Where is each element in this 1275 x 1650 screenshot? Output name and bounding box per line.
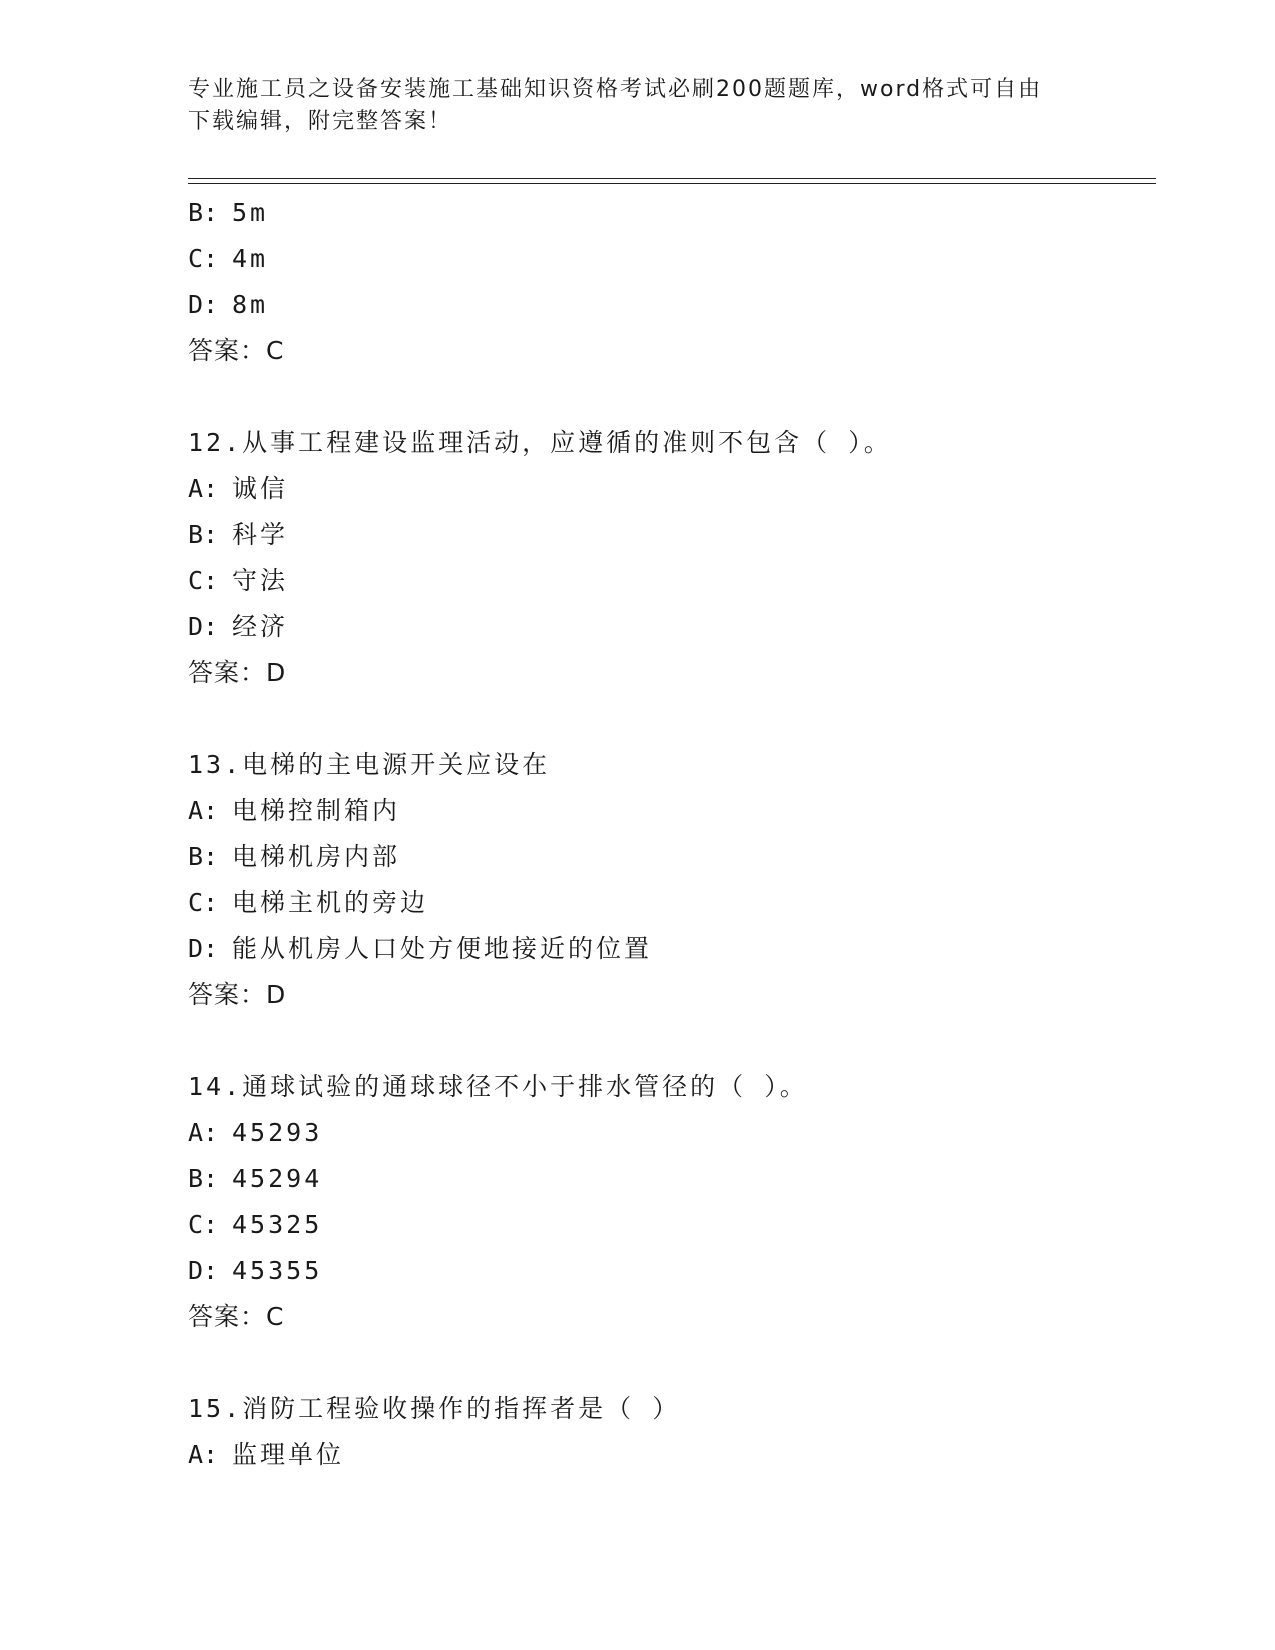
option-c <box>188 558 1148 604</box>
option-letter: D: <box>188 612 219 641</box>
option-letter: C: <box>188 244 219 273</box>
option-text: 45325 <box>232 1210 323 1239</box>
answer-line: 答案：C <box>188 336 285 365</box>
option-letter: A: <box>188 1440 219 1469</box>
spacer <box>188 374 1148 420</box>
answer-line: 答案：D <box>188 658 287 687</box>
question-list <box>188 190 1148 1478</box>
option-a <box>188 1432 1148 1478</box>
question-13 <box>188 742 1148 1018</box>
option-text: 科学 <box>232 520 289 549</box>
option-text: 45355 <box>232 1256 323 1285</box>
option-letter: C: <box>188 888 219 917</box>
question-15 <box>188 1386 1148 1478</box>
option-letter: A: <box>188 474 219 503</box>
option-b <box>188 190 1148 236</box>
option-text: 电梯主机的旁边 <box>232 888 429 917</box>
option-letter: D: <box>188 934 219 963</box>
spacer <box>188 1018 1148 1064</box>
option-text: 4m <box>232 244 269 273</box>
option-letter: A: <box>188 796 219 825</box>
option-text: 5m <box>232 198 269 227</box>
option-letter: A: <box>188 1118 219 1147</box>
question-14 <box>188 1064 1148 1340</box>
question-stem: 12.从事工程建设监理活动，应遵循的准则不包含（ ）。 <box>188 428 892 457</box>
question-stem: 15.消防工程验收操作的指挥者是（ ） <box>188 1394 681 1423</box>
option-text: 诚信 <box>232 474 289 503</box>
document-header <box>188 74 1088 138</box>
question-11-continued <box>188 190 1148 374</box>
option-text: 45293 <box>232 1118 323 1147</box>
option-text: 8m <box>232 290 269 319</box>
option-letter: B: <box>188 842 219 871</box>
option-letter: D: <box>188 290 219 319</box>
option-c <box>188 880 1148 926</box>
option-d <box>188 926 1148 972</box>
option-b <box>188 834 1148 880</box>
spacer <box>188 696 1148 742</box>
option-d <box>188 1248 1148 1294</box>
answer-line: 答案：C <box>188 1302 285 1331</box>
option-letter: D: <box>188 1256 219 1285</box>
option-c <box>188 1202 1148 1248</box>
option-text: 45294 <box>232 1164 323 1193</box>
option-text: 电梯控制箱内 <box>232 796 401 825</box>
option-a <box>188 466 1148 512</box>
option-letter: B: <box>188 198 219 227</box>
question-stem: 13.电梯的主电源开关应设在 <box>188 750 551 779</box>
option-b <box>188 512 1148 558</box>
option-text: 守法 <box>232 566 289 595</box>
option-letter: B: <box>188 520 219 549</box>
header-divider-top <box>188 178 1156 179</box>
answer-line: 答案：D <box>188 980 287 1009</box>
option-text: 能从机房人口处方便地接近的位置 <box>232 934 653 963</box>
option-text: 电梯机房内部 <box>232 842 401 871</box>
header-divider-bottom <box>188 183 1156 184</box>
option-letter: C: <box>188 566 219 595</box>
option-b <box>188 1156 1148 1202</box>
option-c <box>188 236 1148 282</box>
header-line-2: 下载编辑，附完整答案！ <box>188 109 453 134</box>
question-12 <box>188 420 1148 696</box>
option-letter: B: <box>188 1164 219 1193</box>
question-stem: 14.通球试验的通球球径不小于排水管径的（ ）。 <box>188 1072 808 1101</box>
option-a <box>188 1110 1148 1156</box>
option-d <box>188 282 1148 328</box>
header-line-1: 专业施工员之设备安装施工基础知识资格考试必刷200题题库，word格式可自由 <box>188 77 1043 102</box>
option-text: 监理单位 <box>232 1440 345 1469</box>
option-a <box>188 788 1148 834</box>
option-d <box>188 604 1148 650</box>
option-letter: C: <box>188 1210 219 1239</box>
spacer <box>188 1340 1148 1386</box>
option-text: 经济 <box>232 612 289 641</box>
